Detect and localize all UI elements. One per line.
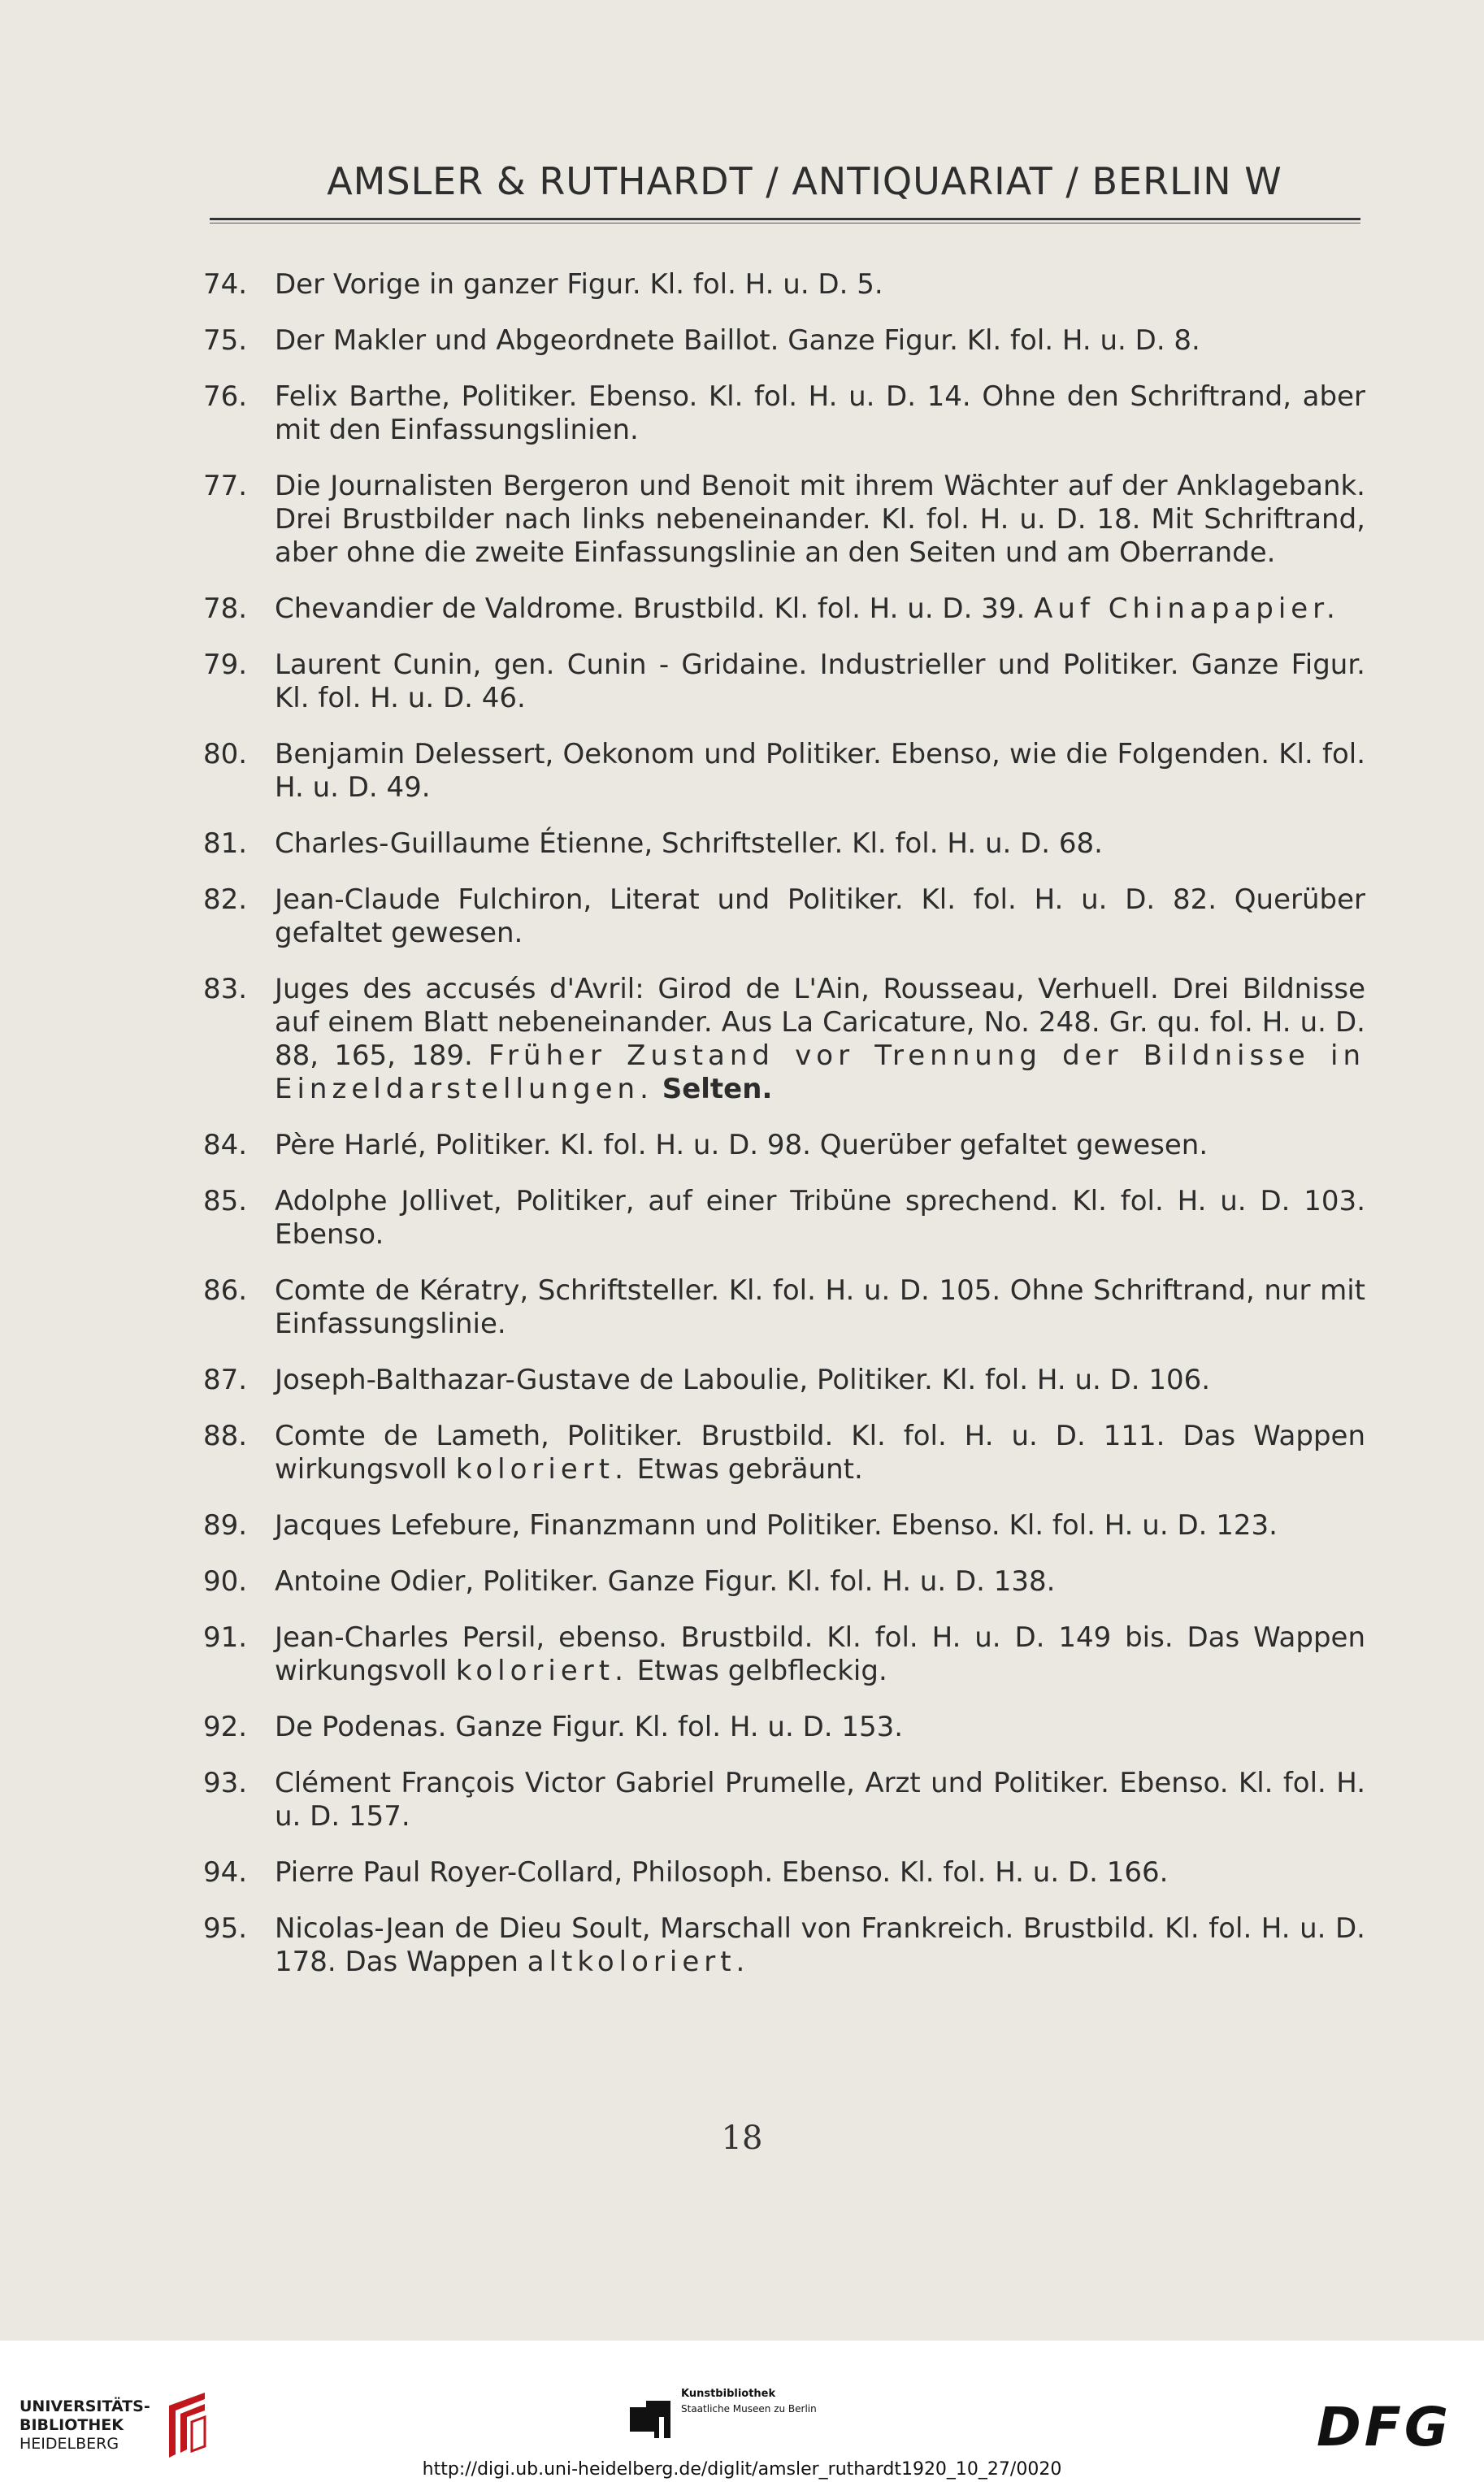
entry-text-part: Pierre Paul Royer-Collard, Philosoph. Ebenso. Kl. fol. H. u. D. 166. [275, 1856, 1169, 1889]
entry-number: 91. [203, 1621, 248, 1654]
catalog-entry [203, 380, 1365, 447]
catalog-entry [203, 470, 1365, 570]
entry-text-part: Jean-Claude Fulchiron, Literat und Politiker. Kl. fol. H. u. D. 82. Querüber gefaltet gewesen. [275, 883, 1365, 949]
entry-number: 90. [203, 1565, 248, 1598]
catalog-entry [203, 1274, 1365, 1341]
entry-text [275, 1420, 1365, 1486]
entry-text [275, 1621, 1365, 1688]
uni-line-2: BIBLIOTHEK [20, 2416, 124, 2434]
entry-text-part: Jacques Lefebure, Finanzmann und Politiker. Ebenso. Kl. fol. H. u. D. 123. [275, 1509, 1278, 1542]
entry-text [275, 1274, 1365, 1341]
entry-text [275, 592, 1365, 626]
entry-number: 78. [203, 592, 248, 625]
source-url[interactable]: http://digi.ub.uni-heidelberg.de/diglit/amsler_ruthardt1920_10_27/0020 [422, 2459, 1062, 2480]
spaced-emphasis: altkoloriert. [527, 1946, 750, 1978]
entry-number: 86. [203, 1274, 248, 1307]
entry-number: 84. [203, 1129, 248, 1161]
entry-number: 75. [203, 324, 248, 357]
entry-number: 77. [203, 470, 248, 502]
entry-text-part: Der Vorige in ganzer Figur. Kl. fol. H. u. D. 5. [275, 268, 883, 301]
entry-number: 82. [203, 883, 248, 916]
entry-number: 95. [203, 1912, 248, 1945]
catalog-entry [203, 883, 1365, 950]
spaced-emphasis: Auf Chinapapier. [1034, 592, 1340, 625]
uni-line-3: HEIDELBERG [20, 2435, 119, 2453]
footer-bar [0, 2341, 1484, 2482]
catalog-entry [203, 592, 1365, 626]
entry-text-part: Antoine Odier, Politiker. Ganze Figur. Kl. fol. H. u. D. 138. [275, 1565, 1056, 1598]
catalog-entries [203, 268, 1365, 2002]
entry-text-part: Der Makler und Abgeordnete Baillot. Ganze Figur. Kl. fol. H. u. D. 8. [275, 324, 1200, 357]
catalog-entry [203, 649, 1365, 715]
entry-text [275, 324, 1365, 358]
header-rule [210, 218, 1360, 220]
entry-text [275, 1856, 1365, 1890]
spaced-emphasis: Früher Zustand vor Trennung der Bildnisse in Einzeldarstellungen. [275, 1039, 1366, 1105]
entry-text [275, 827, 1365, 861]
entry-text [275, 470, 1365, 570]
catalog-entry [203, 268, 1365, 302]
entry-text [275, 973, 1365, 1106]
entry-text-part: Comte de Lameth, Politiker. Brustbild. Kl. fol. H. u. D. 111. Das Wappen wirkungsvoll [275, 1420, 1365, 1486]
entry-text-part [653, 1073, 662, 1105]
university-library-label [20, 2397, 150, 2454]
entry-text-part: Chevandier de Valdrome. Brustbild. Kl. fol. H. u. D. 39. [275, 592, 1035, 625]
catalog-entry [203, 1912, 1365, 1979]
entry-text-part: Etwas gebräunt. [627, 1453, 863, 1486]
bold-note: Selten. [662, 1073, 773, 1105]
entry-text [275, 738, 1365, 805]
entry-text [275, 1912, 1365, 1979]
entry-number: 74. [203, 268, 248, 301]
entry-text [275, 380, 1365, 447]
entry-text [275, 1711, 1365, 1744]
kb-line-1: Kunstbibliothek [681, 2388, 776, 2400]
entry-number: 89. [203, 1509, 248, 1542]
entry-number: 81. [203, 827, 248, 860]
kunstbibliothek-label [681, 2386, 817, 2416]
catalog-entry [203, 1420, 1365, 1486]
entry-text-part: Jean-Charles Persil, ebenso. Brustbild. Kl. fol. H. u. D. 149 bis. Das Wappen wirkungsvoll [275, 1621, 1365, 1687]
entry-text-part: Père Harlé, Politiker. Kl. fol. H. u. D. 98. Querüber gefaltet gewesen. [275, 1129, 1208, 1161]
catalog-entry [203, 738, 1365, 805]
catalog-entry [203, 1767, 1365, 1833]
catalog-entry [203, 1856, 1365, 1890]
entry-text-part: Nicolas-Jean de Dieu Soult, Marschall von Frankreich. Brustbild. Kl. fol. H. u. D. 178. Das Wappen [275, 1912, 1365, 1978]
catalog-entry [203, 1621, 1365, 1688]
catalog-entry [203, 1185, 1365, 1252]
entry-text [275, 1509, 1365, 1543]
catalog-entry [203, 973, 1365, 1106]
entry-text-part: De Podenas. Ganze Figur. Kl. fol. H. u. D. 153. [275, 1711, 904, 1743]
kb-line-2: Staatliche Museen zu Berlin [681, 2403, 817, 2415]
entry-text [275, 883, 1365, 950]
entry-text-part: Felix Barthe, Politiker. Ebenso. Kl. fol. H. u. D. 14. Ohne den Schriftrand, aber mit den Einfassungslinien. [275, 380, 1365, 446]
entry-number: 87. [203, 1364, 248, 1396]
entry-number: 94. [203, 1856, 248, 1889]
catalog-entry [203, 324, 1365, 358]
entry-text-part: Joseph-Balthazar-Gustave de Laboulie, Politiker. Kl. fol. H. u. D. 106. [275, 1364, 1211, 1396]
entry-text-part: Benjamin Delessert, Oekonom und Politiker. Ebenso, wie die Folgenden. Kl. fol. H. u. D. 49. [275, 738, 1365, 804]
entry-text-part: Adolphe Jollivet, Politiker, auf einer Tribüne sprechend. Kl. fol. H. u. D. 103. Ebenso. [275, 1185, 1365, 1251]
entry-text [275, 1129, 1365, 1162]
kunstbibliothek-logo-icon [630, 2401, 670, 2438]
entry-text [275, 268, 1365, 302]
entry-number: 85. [203, 1185, 248, 1217]
page-number: 18 [721, 2120, 763, 2157]
entry-text-part: Etwas gelbfleckig. [627, 1655, 887, 1687]
catalog-entry [203, 1129, 1365, 1162]
entry-text-part: Juges des accusés d'Avril: Girod de L'Ain, Rousseau, Verhuell. Drei Bildnisse auf einem Blatt nebeneinander. Aus La Caricature, No. 248. Gr. qu. fol. H. u. D. 88, 165, 189. [275, 973, 1365, 1072]
entry-text-part: Charles-Guillaume Étienne, Schriftsteller. Kl. fol. H. u. D. 68. [275, 827, 1103, 860]
entry-number: 76. [203, 380, 248, 413]
spaced-emphasis: koloriert. [455, 1655, 628, 1687]
entry-text [275, 1364, 1365, 1397]
catalog-entry [203, 1364, 1365, 1397]
catalog-entry [203, 827, 1365, 861]
entry-text [275, 1767, 1365, 1833]
entry-text-part: Clément François Victor Gabriel Prumelle, Arzt und Politiker. Ebenso. Kl. fol. H. u. D. 157. [275, 1767, 1365, 1833]
entry-number: 88. [203, 1420, 248, 1452]
spaced-emphasis: koloriert. [455, 1453, 628, 1486]
dfg-logo: DFG [1317, 2396, 1452, 2458]
entry-number: 80. [203, 738, 248, 770]
entry-text [275, 649, 1365, 715]
entry-number: 83. [203, 973, 248, 1005]
entry-number: 93. [203, 1767, 248, 1799]
entry-text-part: Comte de Kératry, Schriftsteller. Kl. fol. H. u. D. 105. Ohne Schriftrand, nur mit Einfassungslinie. [275, 1274, 1365, 1340]
entry-text-part: Die Journalisten Bergeron und Benoit mit ihrem Wächter auf der Anklagebank. Drei Brustbilder nach links nebeneinander. Kl. fol. H. u. D. 18. Mit Schriftrand, aber ohne die zweite Einfassungslinie an den Seiten und am Oberrande. [275, 470, 1365, 569]
entry-text [275, 1565, 1365, 1599]
catalog-entry [203, 1565, 1365, 1599]
entry-number: 79. [203, 649, 248, 681]
entry-text [275, 1185, 1365, 1252]
catalog-entry [203, 1509, 1365, 1543]
university-library-logo-icon [163, 2389, 211, 2459]
catalog-entry [203, 1711, 1365, 1744]
entry-text-part: Laurent Cunin, gen. Cunin - Gridaine. Industrieller und Politiker. Ganze Figur. Kl. fol. H. u. D. 46. [275, 649, 1365, 714]
uni-line-1: UNIVERSITÄTS- [20, 2397, 150, 2415]
page-header: AMSLER & RUTHARDT / ANTIQUARIAT / BERLIN W [327, 159, 1282, 203]
entry-number: 92. [203, 1711, 248, 1743]
